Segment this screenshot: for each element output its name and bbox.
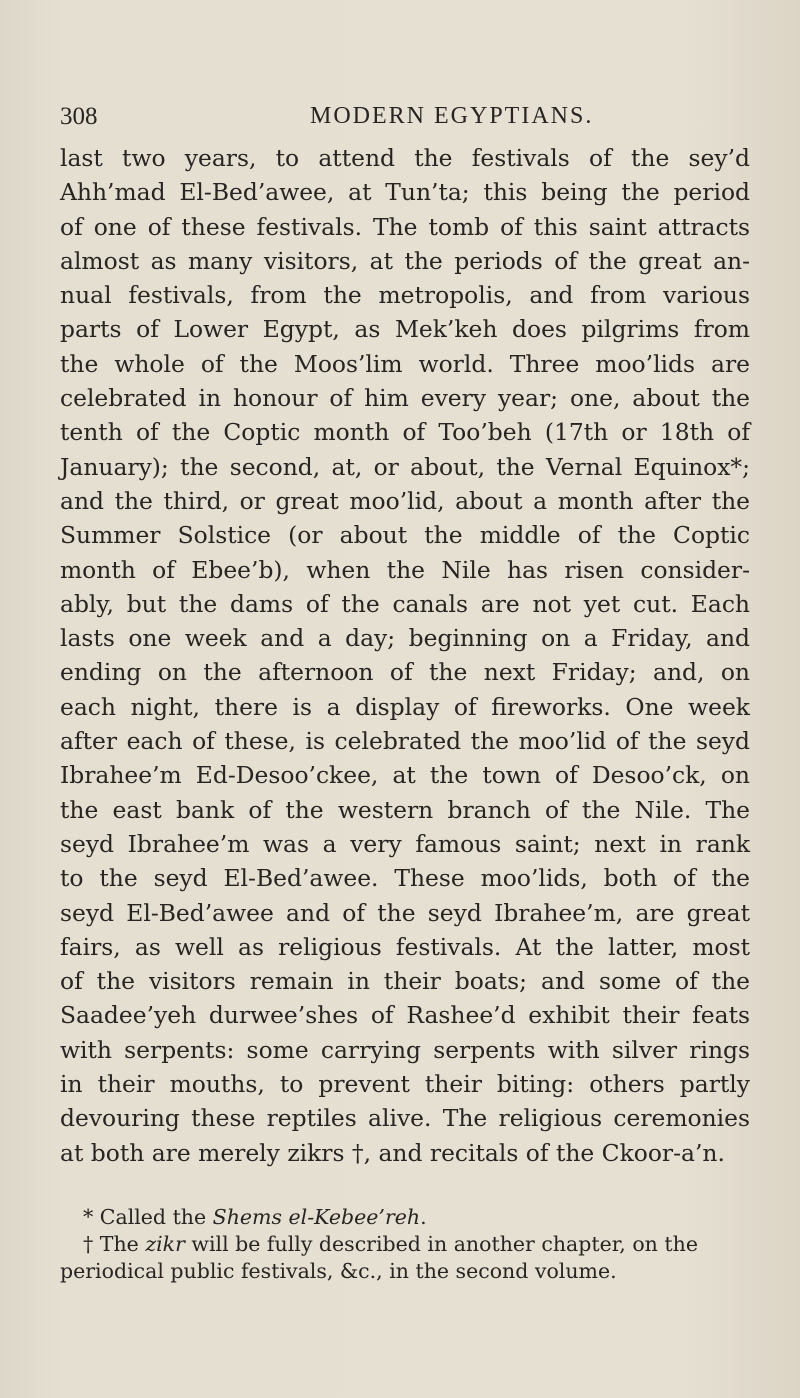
- footnote-1: [60, 1204, 750, 1231]
- text-line-14: ably, but the dams of the canals are not yet cut. Each: [60, 589, 750, 618]
- text-line-17: each night, there is a display of fireworks. One week: [60, 692, 750, 721]
- text-line-11: and the third, or great moo’lid, about a month after the: [60, 486, 750, 515]
- text-line-9: tenth of the Coptic month of Too’beh (17th or 18th of: [60, 418, 750, 447]
- running-title: MODERN EGYPTIANS.: [310, 103, 594, 129]
- main-text: [60, 141, 750, 1170]
- text-line-7: the whole of the Moos’lim world. Three moo’lids are: [60, 349, 750, 378]
- text-line-8: celebrated in honour of him every year; one, about the: [60, 384, 750, 413]
- text-line-15: lasts one week and a day; beginning on a Friday, and: [60, 624, 750, 653]
- footnote-2-text-before: The: [99, 1231, 146, 1256]
- text-line-25: of the visitors remain in their boats; and some of the: [60, 967, 750, 996]
- text-line-6: parts of Lower Egypt, as Mek’keh does pilgrims from: [60, 315, 750, 344]
- text-line-10: January); the second, at, or about, the Vernal Equinox*;: [60, 452, 750, 481]
- text-line-4: almost as many visitors, at the periods of the great an-: [60, 246, 750, 275]
- footnote-2: [60, 1231, 750, 1258]
- text-line-12: Summer Solstice (or about the middle of the Coptic: [60, 521, 750, 550]
- footnote-2-marker: †: [83, 1231, 94, 1256]
- text-line-20: the east bank of the western branch of the Nile. The: [60, 795, 750, 824]
- text-line-22: to the seyd El-Bed’awee. These moo’lids, both of the: [60, 864, 750, 893]
- footnotes: [60, 1204, 750, 1285]
- text-line-16: ending on the afternoon of the next Friday; and, on: [60, 658, 750, 687]
- footnote-2-continuation: periodical public festivals, &c., in the second volume.: [60, 1258, 617, 1283]
- text-line-24: fairs, as well as religious festivals. At the latter, most: [60, 932, 750, 961]
- text-line-3: of one of these festivals. The tomb of this saint attracts: [60, 212, 750, 241]
- text-line-28: in their mouths, to prevent their biting: others partly: [60, 1070, 750, 1099]
- text-line-27: with serpents: some carrying serpents with silver rings: [60, 1035, 750, 1064]
- footnote-1-text-before: Called the: [99, 1204, 213, 1229]
- text-line-21: seyd Ibrahee’m was a very famous saint; next in rank: [60, 829, 750, 858]
- footnote-1-marker: *: [83, 1204, 94, 1229]
- text-line-26: Saadee’yeh durwee’shes of Rashee’d exhibit their feats: [60, 1001, 750, 1030]
- text-line-30: at both are merely zikrs †, and recitals of the Ckoor-a’n.: [60, 1138, 725, 1167]
- footnote-2-text-after: will be fully described in another chapter, on the: [184, 1231, 698, 1256]
- footnote-1-italic-name: Shems el-Kebee’reh: [212, 1204, 421, 1229]
- text-line-19: Ibrahee’m Ed-Desoo’ckee, at the town of Desoo’ck, on: [60, 761, 750, 790]
- text-line-23: seyd El-Bed’awee and of the seyd Ibrahee’m, are great: [60, 898, 750, 927]
- footnote-1-text-after: .: [420, 1204, 427, 1229]
- footnote-2-italic-term: zikr: [145, 1231, 185, 1256]
- text-line-13: month of Ebee’b), when the Nile has risen consider-: [60, 555, 750, 584]
- text-line-5: nual festivals, from the metropolis, and from various: [60, 281, 750, 310]
- text-line-18: after each of these, is celebrated the moo’lid of the seyd: [60, 727, 750, 756]
- text-line-29: devouring these reptiles alive. The religious ceremonies: [60, 1104, 750, 1133]
- text-line-1: last two years, to attend the festivals of the sey’d: [60, 144, 750, 172]
- page-number: 308: [60, 103, 98, 130]
- text-line-2: Ahh’mad El-Bed’awee, at Tun’ta; this being the period: [60, 178, 750, 207]
- running-head: [60, 95, 750, 141]
